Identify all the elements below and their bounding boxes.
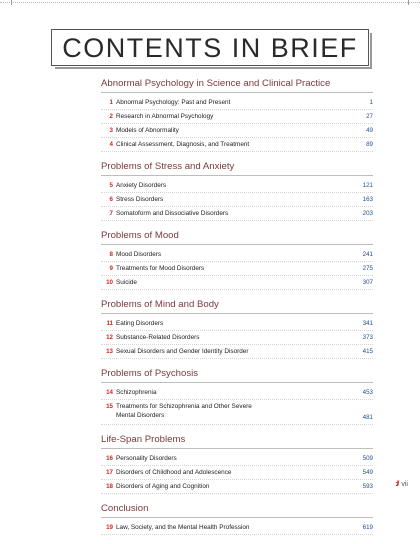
toc-part bbox=[101, 230, 373, 290]
chapter-entry[interactable] bbox=[101, 138, 373, 152]
part-title[interactable]: Problems of Stress and Anxiety bbox=[101, 161, 373, 176]
chapter-title-continued: Mental Disorders bbox=[116, 412, 165, 419]
chapter-number: 9 bbox=[109, 265, 113, 272]
chapter-page: 593 bbox=[362, 483, 373, 490]
chapter-entry[interactable] bbox=[101, 248, 373, 262]
chapter-page: 341 bbox=[362, 320, 373, 327]
chapter-title: Treatments for Schizophrenia and Other Severe bbox=[116, 403, 252, 410]
chapter-number: 15 bbox=[106, 403, 113, 410]
chapter-page: 275 bbox=[362, 265, 373, 272]
chapter-number: 2 bbox=[109, 113, 113, 120]
chapter-page: 481 bbox=[362, 414, 373, 421]
chapter-entry[interactable] bbox=[101, 262, 373, 276]
chapter-entry[interactable] bbox=[101, 386, 373, 400]
toc-part bbox=[101, 161, 373, 221]
chapter-page: 509 bbox=[362, 455, 373, 462]
chapter-page: 307 bbox=[362, 279, 373, 286]
chapter-entry[interactable] bbox=[101, 110, 373, 124]
chapter-title: Mood Disorders bbox=[116, 251, 162, 258]
chapter-page: 241 bbox=[362, 251, 373, 258]
chapter-title: Suicide bbox=[116, 279, 137, 286]
title-area bbox=[0, 29, 420, 66]
chapter-number: 1 bbox=[109, 99, 113, 106]
chapter-number: 12 bbox=[106, 334, 113, 341]
chapter-entry[interactable] bbox=[101, 179, 373, 193]
chapter-entry[interactable] bbox=[101, 124, 373, 138]
part-title[interactable]: Problems of Psychosis bbox=[101, 368, 373, 383]
chapter-page: 121 bbox=[362, 182, 373, 189]
chapter-number: 16 bbox=[106, 455, 113, 462]
chapter-entry[interactable] bbox=[101, 400, 373, 425]
toc-part bbox=[101, 299, 373, 359]
toc-part bbox=[101, 78, 373, 152]
chapter-title: Models of Abnormality bbox=[116, 127, 179, 134]
page-number: vii bbox=[401, 481, 408, 488]
chapter-number: 6 bbox=[109, 196, 113, 203]
chapter-number: 13 bbox=[106, 348, 113, 355]
page-footer bbox=[395, 481, 408, 488]
table-of-contents bbox=[101, 78, 373, 544]
page-title: CONTENTS IN BRIEF bbox=[51, 29, 369, 66]
chapter-entry[interactable] bbox=[101, 331, 373, 345]
chapter-title: Anxiety Disorders bbox=[116, 182, 167, 189]
chapter-page: 453 bbox=[362, 389, 373, 396]
chapter-page: 203 bbox=[362, 210, 373, 217]
chapter-number: 18 bbox=[106, 483, 113, 490]
chapter-page: 619 bbox=[362, 524, 373, 531]
part-title[interactable]: Conclusion bbox=[101, 503, 373, 518]
chapter-page: 1 bbox=[369, 99, 373, 106]
chapter-title: Research in Abnormal Psychology bbox=[116, 113, 214, 120]
chapter-number: 5 bbox=[109, 182, 113, 189]
toc-part bbox=[101, 434, 373, 494]
toc-part bbox=[101, 503, 373, 535]
chapter-entry[interactable] bbox=[101, 193, 373, 207]
chapter-title: Personality Disorders bbox=[116, 455, 177, 462]
chapter-title: Substance-Related Disorders bbox=[116, 334, 200, 341]
toc-part bbox=[101, 368, 373, 425]
chapter-number: 14 bbox=[106, 389, 113, 396]
part-title[interactable]: Abnormal Psychology in Science and Clinical Practice bbox=[101, 78, 373, 93]
chapter-number: 8 bbox=[109, 251, 113, 258]
part-title[interactable]: Life-Span Problems bbox=[101, 434, 373, 449]
chapter-title: Clinical Assessment, Diagnosis, and Treatment bbox=[116, 141, 250, 148]
chapter-entry[interactable] bbox=[101, 466, 373, 480]
chapter-number: 11 bbox=[106, 320, 113, 327]
crop-mark-right bbox=[408, 0, 409, 5]
chapter-title: Treatments for Mood Disorders bbox=[116, 265, 205, 272]
crop-mark-left bbox=[11, 0, 12, 5]
chapter-page: 27 bbox=[366, 113, 373, 120]
chapter-page: 373 bbox=[362, 334, 373, 341]
chapter-page: 163 bbox=[362, 196, 373, 203]
footer-mark: :// bbox=[395, 481, 399, 488]
chapter-page: 89 bbox=[366, 141, 373, 148]
chapter-number: 17 bbox=[106, 469, 113, 476]
chapter-number: 10 bbox=[106, 279, 113, 286]
chapter-page: 415 bbox=[362, 348, 373, 355]
chapter-page: 549 bbox=[362, 469, 373, 476]
chapter-number: 4 bbox=[109, 141, 113, 148]
chapter-entry[interactable] bbox=[101, 452, 373, 466]
chapter-title: Law, Society, and the Mental Health Profession bbox=[116, 524, 250, 531]
chapter-entry[interactable] bbox=[101, 317, 373, 331]
chapter-title: Disorders of Childhood and Adolescence bbox=[116, 469, 232, 476]
chapter-title: Abnormal Psychology: Past and Present bbox=[116, 99, 231, 106]
chapter-title: Eating Disorders bbox=[116, 320, 164, 327]
chapter-page: 49 bbox=[366, 127, 373, 134]
chapter-entry[interactable] bbox=[101, 276, 373, 290]
chapter-number: 3 bbox=[109, 127, 113, 134]
chapter-number: 7 bbox=[109, 210, 113, 217]
top-dotted-rule bbox=[0, 2, 420, 3]
chapter-entry[interactable] bbox=[101, 345, 373, 359]
chapter-title: Schizophrenia bbox=[116, 389, 157, 396]
chapter-title: Sexual Disorders and Gender Identity Disorder bbox=[116, 348, 249, 355]
chapter-entry[interactable] bbox=[101, 207, 373, 221]
chapter-number: 19 bbox=[106, 524, 113, 531]
part-title[interactable]: Problems of Mood bbox=[101, 230, 373, 245]
chapter-title: Somatoform and Dissociative Disorders bbox=[116, 210, 229, 217]
chapter-entry[interactable] bbox=[101, 521, 373, 535]
chapter-entry[interactable] bbox=[101, 480, 373, 494]
part-title[interactable]: Problems of Mind and Body bbox=[101, 299, 373, 314]
chapter-entry[interactable] bbox=[101, 96, 373, 110]
chapter-title: Stress Disorders bbox=[116, 196, 164, 203]
chapter-title: Disorders of Aging and Cognition bbox=[116, 483, 210, 490]
